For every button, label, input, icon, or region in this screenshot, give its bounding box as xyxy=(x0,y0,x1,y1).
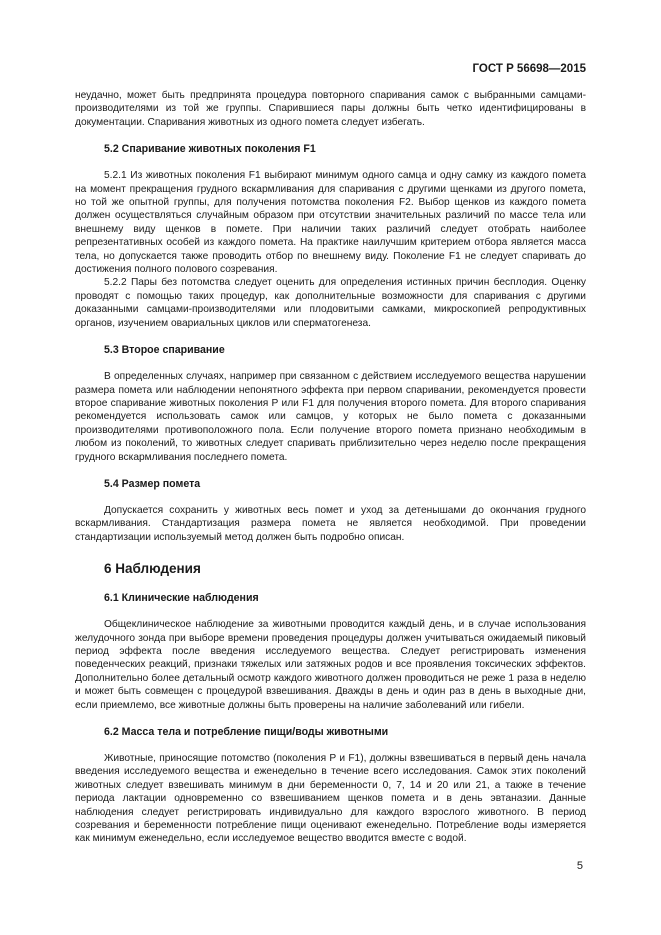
section-heading-6-1: 6.1 Клинические наблюдения xyxy=(104,592,259,605)
paragraph-6-1: Общеклиническое наблюдение за животными проводится каждый день, и в случае использования желудочного зонда при выборе времени проведения процедуры должен учитываться ожидаемый пиковый период эффекта после введения исследуемого вещества. Следует регистрировать изменения поведенческих реакций, признаки тяжелых или затяжных родов и все проявления токсических эффектов. Дополнительно более детальный осмотр каждого животного должен проводиться не реже 1 раза в неделю и может быть совмещен с процедурой взвешивания. Дважды в день и один раз в день в выходные дни, если приемлемо, все животные должны быть проверены на наличие заболеваний или гибели. xyxy=(75,619,586,711)
paragraph-5-2-2: 5.2.2 Пары без потомства следует оценить для определения истинных причин бесплодия. Оценку проводят с помощью таких процедур, как дополнительные возможности для спаривания с другими доказанными самцами-производителями или плодовитыми самками, микроскопией репродуктивных органов, изучением овариальных циклов или сперматогенеза. xyxy=(75,277,586,329)
paragraph-5-2-1: 5.2.1 Из животных поколения F1 выбирают минимум одного самца и одну самку из каждого помета на момент прекращения грудного вскармливания для спаривания с другими щенками из другого помета, но той же опытной группы, для получения потомства поколения F2. Выбор щенков из каждого помета должен осуществляться случайным образом при отсутствии значительных различий по массе тела или внешнему виду щенков в помете. При наличии таких различий следует отобрать наиболее репрезентативных особей из каждого помета. На практике наилучшим критерием отбора является масса тела, но допускается также проводить отбор по внешнему виду. Поколение F1 не следует спаривать до достижения полного полового созревания. xyxy=(75,170,586,276)
section-heading-5-4: 5.4 Размер помета xyxy=(104,477,201,490)
chapter-heading-6: 6 Наблюдения xyxy=(104,561,201,577)
section-heading-5-3: 5.3 Второе спаривание xyxy=(104,344,225,357)
page-number: 5 xyxy=(576,860,583,872)
paragraph-6-2: Животные, приносящие потомство (поколения Р и F1), должны взвешиваться в первый день начала введения исследуемого вещества и еженедельно в течение всего исследования. Самок этих поколений животных следует взвешивать минимум в дни беременности 0, 7, 14 и 20 или 21, а также в течение периода лактации одновременно со взвешиванием щенков помета и в день эвтаназии. Данные наблюдения следует регистрировать индивидуально для каждого взрослого животного. В период созревания и беременности потребление пищи оценивают еженедельно. Потребление воды измеряется как минимум еженедельно, если исследуемое вещество вводится вместе с водой. xyxy=(75,753,586,845)
paragraph-5-4: Допускается сохранить у животных весь помет и уход за детенышами до окончания грудного вскармливания. Стандартизация размера помета не является необходимой. При проведении стандартизации используемый метод должен быть подробно описан. xyxy=(75,504,586,543)
document-number-header: ГОСТ Р 56698—2015 xyxy=(472,63,586,75)
section-heading-5-2: 5.2 Спаривание животных поколения F1 xyxy=(104,143,316,156)
paragraph-5-3: В определенных случаях, например при связанном с действием исследуемого вещества нарушении размера помета или наблюдении непонятного эффекта при первом спаривании, рекомендуется провести второе спаривание животных поколения Р или F1 для получения второго помета. Для второго спаривания рекомендуется использовать самок или самцов, у которых не было помета с доказанными производителями противоположного пола. Если получение второго помета признано необходимым в любом из поколений, то животных следует спаривать приблизительно через неделю после прекращения грудного вскармливания последнего помета. xyxy=(75,371,586,463)
section-heading-6-2: 6.2 Масса тела и потребление пищи/воды животными xyxy=(104,726,389,738)
paragraph-continuation: неудачно, может быть предпринята процедура повторного спаривания самок с выбранными самцами-производителями из той же группы. Спарившиеся пары должны быть четко идентифицированы в документации. Спаривания животных из одного помета следует избегать. xyxy=(75,90,586,128)
